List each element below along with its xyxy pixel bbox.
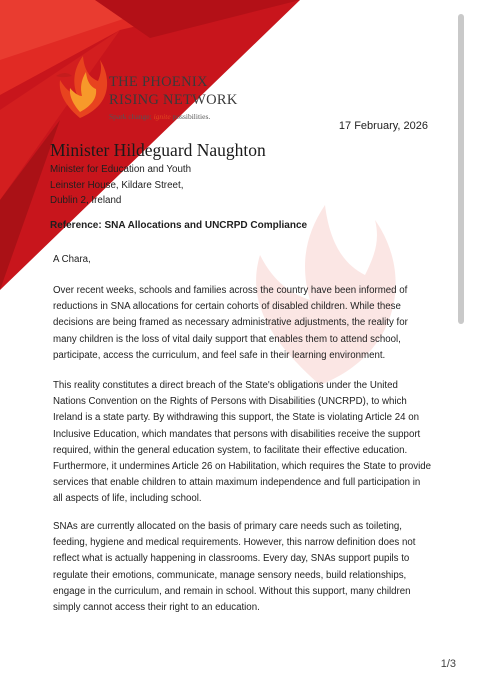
address-line: Dublin 2, Ireland: [50, 195, 122, 206]
address-line: Leinster House, Kildare Street,: [50, 179, 184, 191]
letterhead: [50, 50, 310, 122]
address-line: Minister for Education and Youth: [50, 164, 192, 175]
recipient-address: [50, 162, 191, 209]
salutation: A Chara,: [53, 254, 91, 265]
body-paragraph: SNAs are currently allocated on the basis of primary care needs such as toileting, feeding, hygiene and medical requirements. However, this narrow definition does not reflect what is actually happening in classrooms. Every day, SNAs support pupils to regulate their emotions, communicate, manage sensory needs, build relationships, engage in the curriculum, and remain in school. Without this support, many children simply cannot access their right to an education.: [53, 521, 416, 614]
org-name-second-line: RISING NETWORK: [109, 92, 238, 108]
tagline-text-end: possibilities.: [170, 112, 211, 121]
tagline-text: Spark change;: [109, 112, 154, 121]
body-paragraph: This reality constitutes a direct breach of the State's obligations under the United Nations Convention on the Rights of Persons with Disabilities (UNCRPD), to which Ireland is a state party. By withdrawing this support, the State is violating Article 24 on Inclusive Education, which mandates that persons with disabilities receive the support required, within the general education system, to facilitate their effective education. Furthermore, it undermines Article 26 on Habilitation, which requires the State to provide services that enable children to attain maximum independence and full participation in all aspects of life, including school.: [53, 380, 432, 505]
tagline: [109, 112, 210, 121]
recipient-name: Minister Hildeguard Naughton: [50, 140, 266, 160]
body-paragraph: Over recent weeks, schools and families across the country have been informed of reductions in SNA allocations for certain cohorts of disabled children. While these decisions are being framed as necessary administrative adjustments, the reality for many children is the loss of vital daily support that enables them to attend school, participate, access the curriculum, and feel safe in their learning environment.: [53, 285, 408, 361]
tagline-highlight: ignite: [153, 112, 171, 121]
reference-line: Reference: SNA Allocations and UNCRPD Compliance: [50, 220, 308, 231]
page-indicator: 1/3: [440, 658, 456, 670]
scrollbar[interactable]: [458, 14, 464, 324]
phoenix-logo-icon: [50, 50, 110, 120]
org-name: THE PHOENIX: [109, 74, 208, 90]
letter-date: 17 February, 2026: [338, 120, 428, 132]
